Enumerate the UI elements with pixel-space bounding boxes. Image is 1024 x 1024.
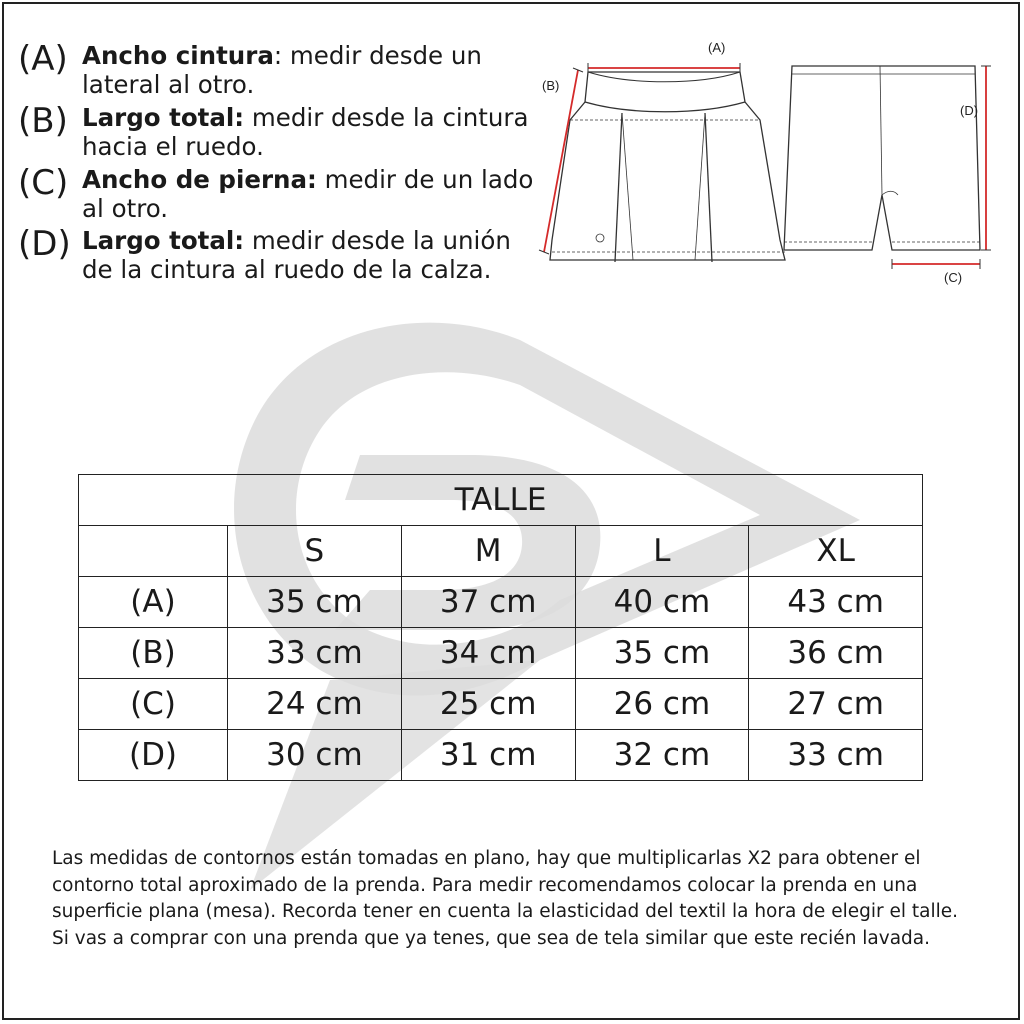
- row-label: (A): [79, 577, 228, 628]
- definition-description: medir de un lado al otro.: [82, 164, 534, 223]
- table-cell: 43 cm: [749, 577, 923, 628]
- table-row: [79, 679, 923, 730]
- definition-letter: (D): [18, 224, 71, 265]
- table-cell: 30 cm: [228, 730, 402, 781]
- table-cell: 34 cm: [401, 628, 575, 679]
- size-table: [78, 474, 923, 781]
- shorts-drawing: [784, 66, 980, 250]
- table-row: [79, 730, 923, 781]
- definition-c: [18, 162, 538, 224]
- table-cell: 31 cm: [401, 730, 575, 781]
- skirt-drawing: [550, 72, 785, 262]
- table-row: [79, 577, 923, 628]
- definition-text: [82, 166, 538, 224]
- measure-c: [892, 259, 980, 285]
- table-cell: 37 cm: [401, 577, 575, 628]
- size-header: S: [228, 526, 402, 577]
- label-c: (C): [944, 270, 963, 285]
- definition-term: Ancho de pierna:: [82, 164, 317, 194]
- definition-letter: (C): [18, 162, 69, 203]
- table-header-row: [79, 526, 923, 577]
- label-d: (D): [960, 103, 979, 118]
- table-cell: 35 cm: [228, 577, 402, 628]
- definition-description: medir desde un lateral al otro.: [82, 41, 482, 99]
- table-cell: 33 cm: [228, 628, 402, 679]
- definition-letter: (B): [18, 100, 68, 141]
- table-title-row: [79, 475, 923, 526]
- definition-description: medir desde la cintura hacia el ruedo.: [82, 102, 529, 161]
- definition-description: medir desde la unión de la cintura al ruedo de la calza.: [82, 226, 511, 285]
- care-note: Las medidas de contornos están tomadas en plano, hay que multiplicarlas X2 para obtener el contorno total aproximado de la prenda. Para medir recomendamos colocar la prenda en una superficie plana (mesa). Recorda tener en cuenta la elasticidad del textil la hora de elegir el talle. Si vas a comprar con una prenda que ya tenes, que sea de tela similar que este recién lavada.: [52, 848, 959, 949]
- size-header: XL: [749, 526, 923, 577]
- label-a: (A): [708, 40, 726, 55]
- table-cell: 26 cm: [575, 679, 749, 730]
- measurement-definitions: [18, 39, 538, 289]
- measure-b: [539, 68, 583, 254]
- definition-term: Largo total:: [82, 226, 245, 256]
- table-row: [79, 628, 923, 679]
- measure-a: [588, 40, 740, 73]
- table-cell: 32 cm: [575, 730, 749, 781]
- row-label: (C): [79, 679, 228, 730]
- definition-term: Largo total:: [82, 102, 245, 132]
- definition-text: [82, 104, 538, 162]
- definition-text: [82, 227, 538, 285]
- definition-letter: (A): [18, 39, 68, 79]
- table-cell: 27 cm: [749, 679, 923, 730]
- garment-illustration: [530, 30, 1000, 295]
- definition-a: [18, 39, 538, 100]
- table-cell: 33 cm: [749, 730, 923, 781]
- size-header: M: [401, 526, 575, 577]
- table-cell: 40 cm: [575, 577, 749, 628]
- table-cell: 36 cm: [749, 628, 923, 679]
- table-cell: 35 cm: [575, 628, 749, 679]
- definition-d: [18, 224, 538, 285]
- row-label: (D): [79, 730, 228, 781]
- table-title: TALLE: [79, 475, 923, 526]
- definition-text: [82, 42, 538, 100]
- table-corner-cell: [79, 526, 228, 577]
- row-label: (B): [79, 628, 228, 679]
- size-header: L: [575, 526, 749, 577]
- definition-b: [18, 100, 538, 162]
- label-b: (B): [542, 78, 560, 93]
- definition-term: Ancho cintura: [82, 41, 274, 70]
- table-cell: 24 cm: [228, 679, 402, 730]
- definition-colon: :: [273, 41, 283, 70]
- table-cell: 25 cm: [401, 679, 575, 730]
